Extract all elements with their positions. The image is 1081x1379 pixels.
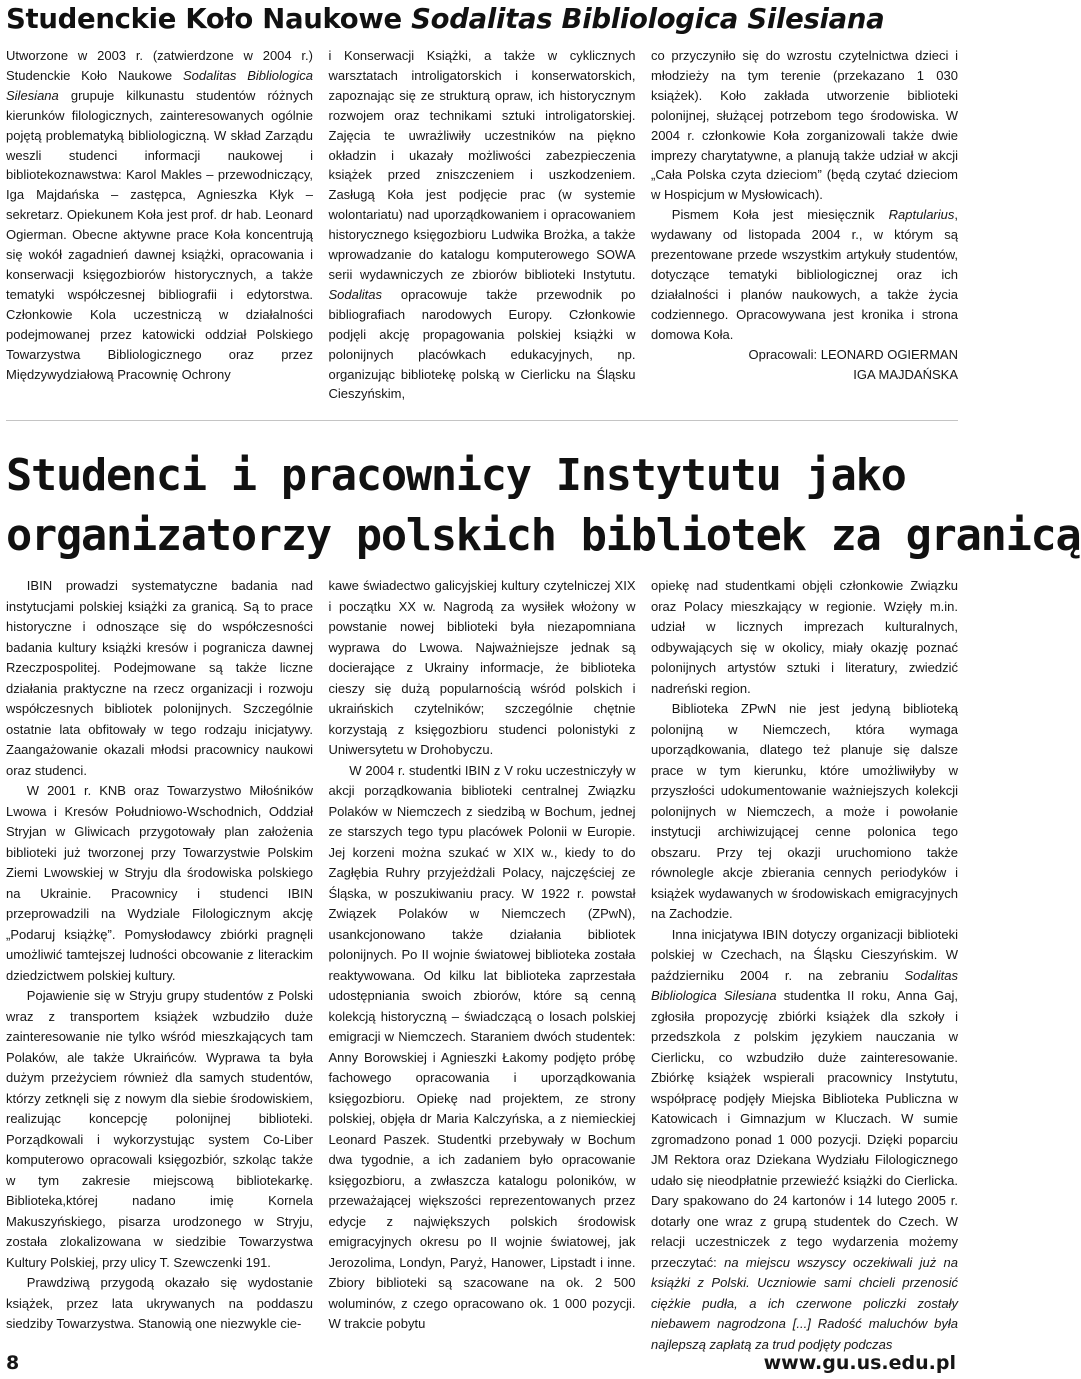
text-run: Inna inicjatywa IBIN dotyczy organizacji biblioteki polskiej w Czechach, na Śląsku Cieszyńskim. W październiku 2004 r. na zebraniu bbox=[651, 926, 958, 983]
page-number: 8 bbox=[6, 1352, 20, 1374]
section2-col3-paragraph-1: opiekę nad studentkami objęli członkowie Związku oraz Polacy mieszkający w regionie. Wzięły m.in. udział w licznych imprezach kulturalnych, odbywających się w okolicy, miały okazję poznać polonijnych artystów sztuki i literatury, zwiedzić nadreński region. bbox=[651, 578, 958, 696]
section2-columns bbox=[6, 576, 958, 1352]
section2-col2-paragraph-2: W 2004 r. studentki IBIN z V roku uczestniczyły w akcji porządkowania biblioteki centralnej Związku Polaków w Niemczech z siedzibą w Bochum, jednej ze starszych tego typu placówek Polonii w Europie. Jej korzeni można szukać w XIX w., kiedy to do Zagłębia Ruhry przyjeżdżali Polacy, najczęściej ze Śląska, w poszukiwaniu pracy. W 1922 r. powstał Związek Polaków w Niemczech (ZPwN), usankcjonowano także działania bibliotek polonijnych. Po II wojnie światowej biblioteka została reaktywowana. Od kilku lat biblioteka zaprzestała udostępniania swoich zbiorów, które są cenną kolekcją historyczną – świadczącą o losach polskiej emigracji w Niemczech. Staraniem dwóch studentek: Anny Borowskiej i Agnieszki Łakomy podjęto próbę fachowego opracowania i uporządkowania księgozbioru. Opiekę nad projektem, ze strony polskiej, objęła dr Maria Kalczyńska, a z niemieckiej Leonard Paszek. Studentki przebywały w Bochum dwa tygodnie, a ich zadaniem było opracowanie księgozbioru, a zwłaszcza katalogu poloników, w przeważającej większości reprezentowanych przez edycje z największych polskich środowisk emigracyjnych okresu po II wojnie światowej, jak Jerozolima, Londyn, Paryż, Hanower, Lipstadt i inne. Zbiory biblioteki są szacowane na ok. 2 500 woluminów, z czego opracowano ok. 1 000 pozycji. W trakcie pobytu bbox=[328, 762, 636, 1331]
section2-title-line-1: Studenci i pracownicy Instytutu jako bbox=[6, 451, 906, 501]
footer-url-link[interactable]: www.gu.us.edu.pl bbox=[763, 1352, 956, 1374]
text-run: studentka II roku, Anna Gaj, zgłosiła propozycję zbiórki książek dla szkoły i przedszkola z polskim językiem nauczania w Cierlicku, co wzbudziło duże zainteresowanie. Zbiórkę książek wspierali pracownicy Instytutu, współpracę podjęły Miejska Biblioteka Publiczna w Katowicach i Gimnazjum w Kluczach. W sumie zgromadzono ponad 1 000 pozycji. Dzięki poparciu JM Rektora oraz Dziekana Wydziału Filologicznego udało się nieodpłatnie przewieźć książki do Cierlicka. Dary spakowano do 24 kartonów i 14 lutego 2005 r. dotarły one wraz z grupą studentek do Czech. W relacji uczestniczek z tego wydarzenia możemy przeczytać: bbox=[651, 988, 958, 1270]
section2-title-line-2: organizatorzy polskich bibliotek za granicą bbox=[6, 511, 1081, 561]
signature-line-2: IGA MAJDAŃSKA bbox=[853, 366, 958, 382]
text-run: i Konserwacji Książki, a także w cyklicznych warsztatach introligatorskich i konserwatorskich, zapoznając się ze strukturą opraw, ich historycznym rozwojem oraz technikami sztuki introligatorskiej. Zajęcia te uwrażliwiły uczestników na piękno okładzin i ukazały możliwości zabezpieczenia książek przed zniszczeniem i uszkodzeniem. Zasługą Koła jest podjęcie prac (w systemie wolontariatu) nad uporządkowaniem i opracowaniem historycznego księgozbioru Ludwika Brożka, a także wprowadzanie do katalogu komputerowego SOWA serii wydawniczych ze zbiorów biblioteki Instytutu. bbox=[328, 48, 636, 282]
section2-col1-paragraph-1: IBIN prowadzi systematyczne badania nad instytucjami polskiej książki za granicą. Są to prace historyczne i odnoszące się do współczesności badania kultury książki kresów i pogranicza dawnej Rzeczpospolitej. Podejmowane są także liczne działania praktyczne na rzecz organizacji i rozwoju współczesnych bibliotek polonijnych. Szczególnie ostatnie lata obfitowały w tego rodzaju inicjatywy. Zaangażowanie okazali młodsi pracownicy naukowi oraz studenci. bbox=[6, 578, 313, 778]
section1-col2-paragraph-1 bbox=[329, 46, 636, 404]
section2-col3-paragraph-3 bbox=[651, 925, 958, 1356]
italic-run: Raptularius bbox=[888, 207, 955, 223]
section2-column-3 bbox=[651, 576, 958, 1352]
section2-col1-paragraph-2: W 2001 r. KNB oraz Towarzystwo Miłośników Lwowa i Kresów Południowo-Wschodnich, Oddział Stryjan w Gliwicach przygotowały plan założenia biblioteki już tworzonej przy Towarzystwie Polskim Ziemi Lwowskiej w Stryju dla środowiska polskiego na Ukrainie. Pracownicy i studenci IBIN przeprowadzili na Wydziale Filologicznym akcję „Podaruj książkę”. Pomysłodawcy zbiórki pragnęli umożliwić tamtejszej ludności obcowanie z literackim dziedzictwem polskiej kultury. bbox=[6, 783, 313, 983]
section1-title-regular: Studenckie Koło Naukowe bbox=[6, 3, 402, 35]
section1-column-2 bbox=[328, 46, 636, 402]
section1-title-italic: Sodalitas Bibliologica Silesiana bbox=[411, 3, 885, 35]
section1-col1-paragraph-1 bbox=[6, 46, 313, 384]
text-run: , wydawany od listopada 2004 r., w którym są prezentowane przede wszystkim artykuły studentów, dotyczące tematyki bibliologicznej oraz ich działalności i planów naukowych, a także życia codziennego. Opracowywana jest kronika i strona domowa Koła. bbox=[651, 207, 958, 342]
italic-run: Sodalitas bbox=[328, 286, 382, 302]
section-divider bbox=[6, 420, 958, 421]
section1-column-1 bbox=[6, 46, 313, 396]
section1-col3-paragraph-1: co przyczyniło się do wzrostu czytelnictwa dzieci i młodzieży na tym terenie (przekazano 1 030 książek). Koło zakłada utworzenie biblioteki polonijnej, służącej potrzebom tego środowiska. W 2004 r. członkowie Koła zorganizowali także dwie imprezy charytatywne, a planują także udział w akcji „Cała Polska czyta dzieciom” (będą czytać dzieciom w Hospicjum w Mysłowicach). bbox=[651, 48, 958, 203]
text-run: opracowuje także przewodnik po bibliografiach narodowych Europy. Członkowie podjęli akcję propagowania polskiej książki w polonijnych placówkach edukacyjnych, np. organizując bibliotekę polską w Cierlicku na Śląsku Cieszyńskim, bbox=[328, 286, 636, 402]
text-run: Pismem Koła jest miesięcznik bbox=[671, 207, 875, 223]
section2-col2-paragraph-1: kawe świadectwo galicyjskiej kultury czytelniczej XIX i początku XX w. Nagrodą za wysiłek włożony w powstanie nowej biblioteki była niezapomniana wyprawa do Lwowa. Najważniejsze jednak są docierające z Ukrainy informacje, że biblioteka cieszy się dużą popularnością wśród polskich i ukraińskich czytelników; szczególnie chętnie korzystają z księgozbioru studenci polonistyki z Uniwersytetu w Drohobyczu. bbox=[328, 578, 636, 757]
section2-col3-paragraph-2: Biblioteka ZPwN nie jest jedyną biblioteką polonijną w Niemczech, która wymaga uporządkowania, dlatego też planuje się dalsze prace w tym kierunku, które umożliwiłyby w przyszłości udokumentowanie ważniejszych kolekcji polonijnych w Niemczech, a może i powołanie instytucji archiwizującej cenne polonica tego obszaru. Przy tej okazji uruchomiono także równolegle akcje zbierania cennych periodyków i książek wydawanych w środowiskach emigracyjnych na Zachodzie. bbox=[651, 701, 958, 921]
italic-run: Sodalitas Bibliologica Silesiana bbox=[651, 967, 958, 1003]
italic-quote: na miejscu wszyscy oczekiwali już na książki z Polski. Uczniowie sami chcieli przenosić ciężkie pudła, a ich czerwone policzki zostały niebawem nagrodzona [...] Radość maluchów była najlepszą zapłatą za trud podjęty podczas bbox=[651, 1254, 958, 1352]
italic-run: Sodalitas Bibliologica Silesiana bbox=[6, 67, 313, 103]
section2-title bbox=[6, 446, 1081, 566]
section2-col1-paragraph-3: Pojawienie się w Stryju grupy studentów z Polski wraz z transportem książek wzbudziło duże zainteresowanie nie tylko wśród mieszkających tam Polaków, ale także Ukraińców. Wyprawa ta była dużym przeżyciem również dla samych studentów, którzy zetknęli się z nowym dla siebie środowiskiem, realizując koncepcję polonijnej biblioteki. Porządkowali i wykorzystując system Co-Liber komputerowo opracowali księgozbiór, szkoląc także w tym zakresie miejscową bibliotekarkę. Biblioteka,której nadano imię Kornela Makuszyńskiego, pisarza urodzonego w Stryju, została zlokalizowana w siedzibie Towarzystwa Kultury Polskiej, przy ulicy T. Szewczenki 191. bbox=[6, 988, 313, 1270]
section1-columns bbox=[6, 46, 958, 402]
section2-column-2 bbox=[329, 576, 636, 1336]
section1-title bbox=[6, 2, 956, 36]
section1-column-3 bbox=[651, 46, 958, 396]
section2-col1-paragraph-4: Prawdziwą przygodą okazało się wydostanie książek, przez lata ukrywanych na poddaszu siedziby Towarzystwa. Stanowią one niezwykle cie- bbox=[6, 1275, 313, 1331]
text-run: Utworzone w 2003 r. (zatwierdzone w 2004 r.) Studenckie Koło Naukowe bbox=[6, 48, 313, 83]
section1-col3-paragraph-2 bbox=[651, 205, 958, 344]
text-run: grupuje kilkunastu studentów różnych kierunków filologicznych, zainteresowanych ogólnie pojętą problematyką bibliologiczną. W skład Zarządu weszli studenci informacji naukowej i bibliotekoznawstwa: Karol Makles – przewodniczący, Iga Majdańska – zastępca, Agnieszka Kłyk – sekretarz. Opiekunem Koła jest prof. dr hab. Leonard Ogierman. Obecne aktywne prace Koła koncentrują się wokół zagadnień dawnej książki, opracowania i konserwacji księgozbiorów historycznych, a także tematyki współczesnej bibliografii i edytorstwa. Członkowie Kola uczestniczą w działalności podejmowanej przez katowicki oddział Polskiego Towarzystwa Bibliologicznego oraz przez Międzywydziałową Pracownię Ochrony bbox=[6, 87, 313, 382]
signature-line-1: Opracowali: LEONARD OGIERMAN bbox=[748, 346, 958, 362]
section2-column-1 bbox=[6, 576, 313, 1336]
